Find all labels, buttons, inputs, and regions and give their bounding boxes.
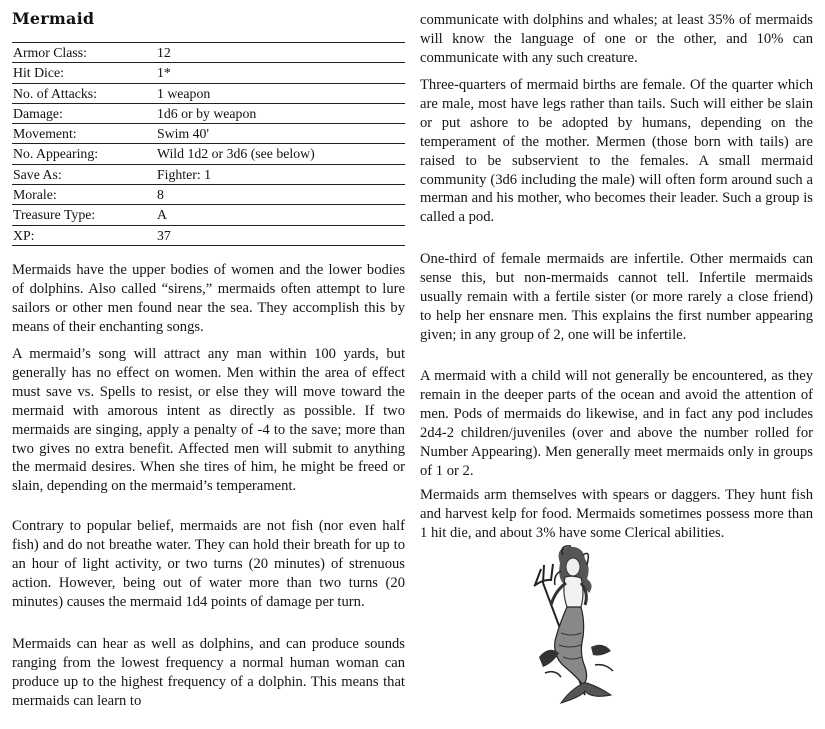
paragraph-births: Three-quarters of mermaid births are female. Of the quarter which are male, most have legs rather than tails. Such will either be slain or put ashore to be adopted by humans, depending on the temperament of the mother. Mermen (those born with tails) are raised to be subservient to the females. A small mermaid community (3d6 including the male) will often form around such a merman and his mother, who becomes their leader. Such a group is called a pod. — [420, 77, 813, 226]
stat-label: Armor Class: — [13, 45, 87, 60]
stat-label: Morale: — [13, 187, 57, 203]
stat-value: 37 — [157, 227, 171, 243]
paragraph-breathing: Contrary to popular belief, mermaids are not fish (nor even half fish) and do not breathe water. They can hold their breath for up to an hour of light activity, or two turns (20 minutes) of strenuous action. However, being out of water more than two turns (20 minutes) causes the mermaid 1d4 points of damage per turn. — [12, 518, 405, 610]
stat-row-armor-class — [12, 43, 405, 63]
paragraph-song: A mermaid’s song will attract any man within 100 yards, but generally has no effect on women. Men within the area of effect must save vs. Spells to resist, or else they will move toward the mermaid with amorous intent as directly as possible. If two mermaids are singing, apply a penalty of -4 to the save; more than two gives no extra benefit. Affected men will submit to anything the mermaid desires. When she tires of him, he might be freed or slain, depending on the mermaid’s temperament. — [12, 346, 405, 495]
stat-value: A — [157, 207, 167, 223]
stat-row-morale — [12, 185, 405, 205]
stat-label: XP: — [13, 227, 35, 243]
stat-value: Wild 1d2 or 3d6 (see below) — [157, 146, 315, 162]
page-title: Mermaid — [12, 9, 95, 28]
paragraph-communication: communicate with dolphins and whales; at least 35% of mermaids will know the language of one or the other, and 10% can communicate with any such creature. — [420, 12, 813, 66]
stat-row-damage — [12, 104, 405, 124]
stat-label: Treasure Type: — [13, 207, 96, 223]
paragraph-infertility: One-third of female mermaids are infertile. Other mermaids can sense this, but non-mermaids cannot tell. Infertile mermaids usually remain with a fertile sister (or more rarely a close friend) to help her ensnare men. This explains the first number appearing given; in any group of 2, one will be infertile. — [420, 251, 813, 343]
stat-value: 1 weapon — [157, 85, 211, 101]
stat-row-no-appearing — [12, 144, 405, 164]
mermaid-icon — [525, 545, 620, 705]
stat-row-movement — [12, 124, 405, 144]
stat-row-hit-dice — [12, 63, 405, 83]
stat-label: Movement: — [13, 126, 77, 142]
stat-value: Swim 40' — [157, 126, 209, 142]
stat-value: 1d6 or by weapon — [157, 105, 257, 121]
paragraph-children: A mermaid with a child will not generally be encountered, as they remain in the deeper parts of the ocean and avoid the attention of men. Pods of mermaids do likewise, and in fact any pod includes 2d4-2 children/juveniles (over and above the number rolled for Number Appearing). Men generally meet mermaids only in groups of 1 or 2. — [420, 368, 813, 479]
stat-label: No. of Attacks: — [13, 85, 97, 101]
stat-label: Hit Dice: — [13, 65, 64, 81]
paragraph-description: Mermaids have the upper bodies of women and the lower bodies of dolphins. Also called “sirens,” mermaids often attempt to lure sailors or other men found near the sea. They accomplish this by means of their enchanting songs. — [12, 262, 405, 335]
stat-value: 12 — [157, 45, 171, 60]
stat-row-xp — [12, 226, 405, 246]
stat-row-treasure-type — [12, 205, 405, 225]
stat-value: 8 — [157, 187, 164, 203]
paragraph-hearing: Mermaids can hear as well as dolphins, and can produce sounds ranging from the lowest frequency a normal human woman can produce up to the highest frequency of a dolphin. This means that mermaids can learn to — [12, 636, 405, 709]
stat-label: Damage: — [13, 105, 63, 121]
stat-block-table — [12, 42, 405, 246]
stat-row-save-as — [12, 165, 405, 185]
paragraph-arms: Mermaids arm themselves with spears or daggers. They hunt fish and harvest kelp for food. Mermaids sometimes possess more than 1 hit die, and about 3% have some Clerical abilities. — [420, 487, 813, 541]
stat-row-attacks — [12, 84, 405, 104]
stat-value: 1* — [157, 65, 171, 81]
stat-label: No. Appearing: — [13, 146, 99, 162]
stat-value: Fighter: 1 — [157, 166, 212, 182]
mermaid-illustration — [525, 545, 620, 705]
stat-label: Save As: — [13, 166, 62, 182]
